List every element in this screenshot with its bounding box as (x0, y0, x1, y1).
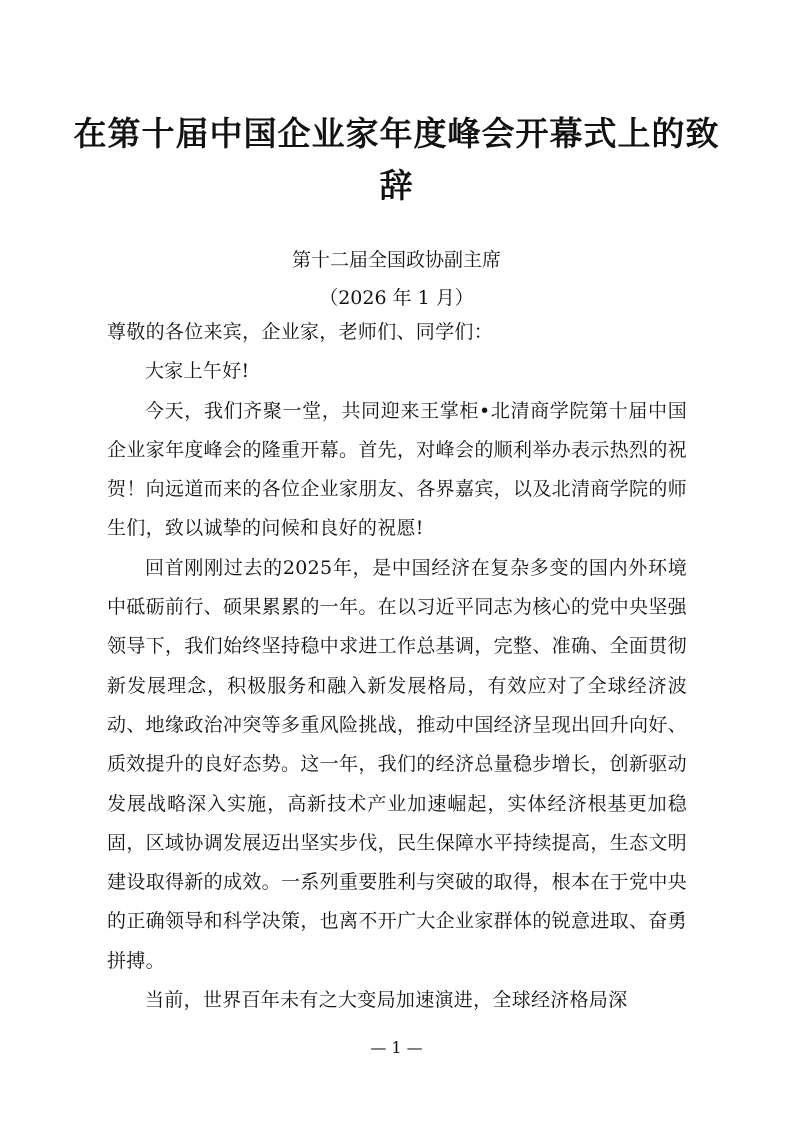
speaker-title: 第十二届全国政协副主席 (291, 249, 501, 271)
speech-body (107, 313, 687, 1020)
page-number: — 1 — (370, 1038, 423, 1057)
paragraph-review: 回首刚刚过去的2025年，是中国经济在复杂多变的国内外环境中砥砺前行、硕果累累的一年。在以习近平同志为核心的党中央坚强领导下，我们始终坚持稳中求进工作总基调，完整、准确、全面贯彻新发展理念，积极服务和融入新发展格局，有效应对了全球经济波动、地缘政治冲突等多重风险挑战，推动中国经济呈现出回升向好、质效提升的良好态势。这一年，我们的经济总量稳步增长，创新驱动发展战略深入实施，高新技术产业加速崛起，实体经济根基更加稳固，区域协调发展迈出坚实步伐，民生保障水平持续提高，生态文明建设取得新的成效。一系列重要胜利与突破的取得，根本在于党中央的正确领导和科学决策，也离不开广大企业家群体的锐意进取、奋勇拼搏。 (107, 556, 687, 972)
paragraph-current: 当前，世界百年未有之大变局加速演进，全球经济格局深 (145, 989, 628, 1012)
paragraph-opening: 今天，我们齐聚一堂，共同迎来王掌柜•北清商学院第十届中国企业家年度峰会的隆重开幕。首先，对峰会的顺利举办表示热烈的祝贺！向远道而来的各位企业家朋友、各界嘉宾，以及北清商学院的师生们，致以诚挚的问候和良好的祝愿! (107, 399, 687, 540)
speech-date: （2026 年 1 月） (319, 287, 474, 309)
document-title: 在第十届中国企业家年度峰会开幕式上的致辞 (73, 114, 720, 205)
salutation: 尊敬的各位来宾，企业家，老师们、同学们： (107, 321, 494, 343)
paragraph-greeting: 大家上午好! (145, 360, 250, 383)
